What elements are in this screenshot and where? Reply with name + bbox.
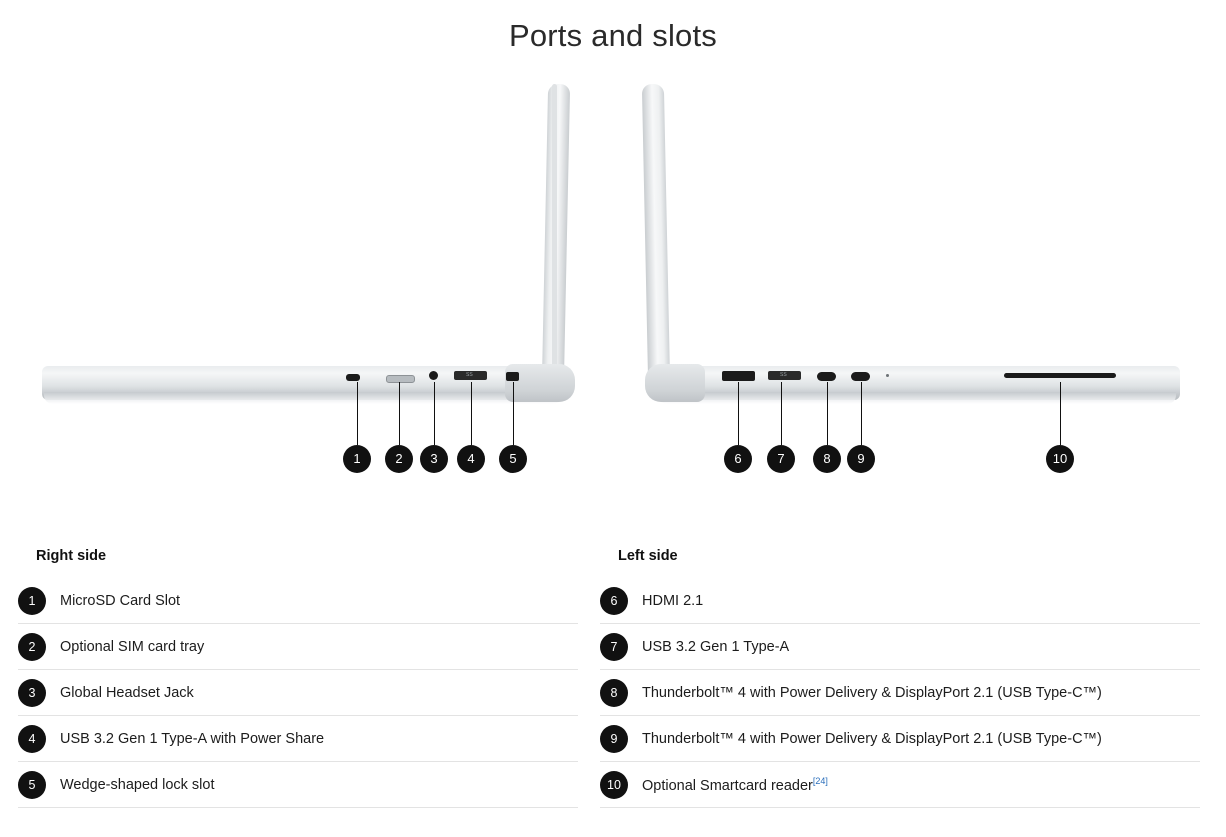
legend-label-6: HDMI 2.1 bbox=[642, 592, 704, 609]
hdmi-port bbox=[722, 371, 755, 381]
legend-number-7: 7 bbox=[600, 633, 628, 661]
legend-number-3: 3 bbox=[18, 679, 46, 707]
leader-line-4 bbox=[471, 382, 472, 445]
legend-number-4: 4 bbox=[18, 725, 46, 753]
legend-title-left-side: Left side bbox=[618, 548, 678, 564]
legend-label-8: Thunderbolt™ 4 with Power Delivery & DisplayPort 2.1 (USB Type-C™) bbox=[642, 684, 1102, 701]
callout-bubble-4: 4 bbox=[457, 445, 485, 473]
headset-jack-port bbox=[429, 371, 438, 380]
page-title: Ports and slots bbox=[508, 18, 718, 53]
wedge-lock-slot-port bbox=[506, 372, 519, 381]
callout-bubble-7: 7 bbox=[767, 445, 795, 473]
leader-line-5 bbox=[513, 382, 514, 445]
laptop-base-right-view bbox=[42, 366, 572, 400]
legend-label-10-text: Optional Smartcard reader bbox=[642, 777, 813, 794]
legend-number-6: 6 bbox=[600, 587, 628, 615]
legend-number-9: 9 bbox=[600, 725, 628, 753]
callout-bubble-3: 3 bbox=[420, 445, 448, 473]
list-item bbox=[600, 670, 1200, 716]
legend-label-10 bbox=[642, 776, 828, 794]
leader-line-7 bbox=[781, 382, 782, 445]
status-pinhole-icon bbox=[886, 374, 889, 377]
leader-line-8 bbox=[827, 382, 828, 445]
list-item bbox=[18, 670, 578, 716]
legend-number-2: 2 bbox=[18, 633, 46, 661]
usb-ss-label-2: SS bbox=[780, 372, 787, 378]
sim-card-tray-port bbox=[386, 375, 415, 383]
list-item bbox=[18, 716, 578, 762]
leader-line-9 bbox=[861, 382, 862, 445]
list-item bbox=[18, 578, 578, 624]
list-item bbox=[18, 624, 578, 670]
footnote-ref-24[interactable]: [24] bbox=[812, 775, 828, 786]
microsd-card-slot-port bbox=[346, 374, 360, 381]
callout-bubble-6: 6 bbox=[724, 445, 752, 473]
callout-bubble-5: 5 bbox=[499, 445, 527, 473]
legend-number-8: 8 bbox=[600, 679, 628, 707]
legend-label-5: Wedge-shaped lock slot bbox=[60, 776, 215, 793]
leader-line-6 bbox=[738, 382, 739, 445]
callout-bubble-2: 2 bbox=[385, 445, 413, 473]
legend-label-7: USB 3.2 Gen 1 Type-A bbox=[642, 638, 790, 655]
smartcard-reader-slot bbox=[1004, 373, 1116, 378]
laptop-hinge-right-view bbox=[505, 364, 575, 402]
legend-number-1: 1 bbox=[18, 587, 46, 615]
list-item bbox=[600, 716, 1200, 762]
list-item bbox=[600, 762, 1200, 808]
laptop-lid-edge-right-view bbox=[552, 84, 557, 382]
usb-ss-label: SS bbox=[466, 372, 473, 378]
legend-label-4: USB 3.2 Gen 1 Type-A with Power Share bbox=[60, 730, 325, 747]
legend-column-left-side bbox=[600, 548, 1200, 808]
legend-label-3: Global Headset Jack bbox=[60, 684, 194, 701]
legend-number-5: 5 bbox=[18, 771, 46, 799]
legend-label-2: Optional SIM card tray bbox=[60, 638, 205, 655]
callout-bubble-8: 8 bbox=[813, 445, 841, 473]
laptop-lid-left-view bbox=[642, 84, 670, 384]
leader-line-3 bbox=[434, 382, 435, 445]
legend-label-9: Thunderbolt™ 4 with Power Delivery & DisplayPort 2.1 (USB Type-C™) bbox=[642, 730, 1102, 747]
thunderbolt-port-1 bbox=[817, 372, 836, 381]
callout-bubble-9: 9 bbox=[847, 445, 875, 473]
legend-label-1: MicroSD Card Slot bbox=[60, 592, 181, 609]
callout-bubble-1: 1 bbox=[343, 445, 371, 473]
leader-line-10 bbox=[1060, 382, 1061, 445]
legend-number-10: 10 bbox=[600, 771, 628, 799]
thunderbolt-port-2 bbox=[851, 372, 870, 381]
leader-line-2 bbox=[399, 382, 400, 445]
legend-column-right-side bbox=[18, 548, 578, 808]
list-item bbox=[18, 762, 578, 808]
legend-title-right-side: Right side bbox=[36, 548, 107, 564]
list-item bbox=[600, 578, 1200, 624]
ports-illustration bbox=[0, 70, 1226, 500]
laptop-hinge-left-view bbox=[645, 364, 705, 402]
leader-line-1 bbox=[357, 382, 358, 445]
callout-bubble-10: 10 bbox=[1046, 445, 1074, 473]
list-item bbox=[600, 624, 1200, 670]
